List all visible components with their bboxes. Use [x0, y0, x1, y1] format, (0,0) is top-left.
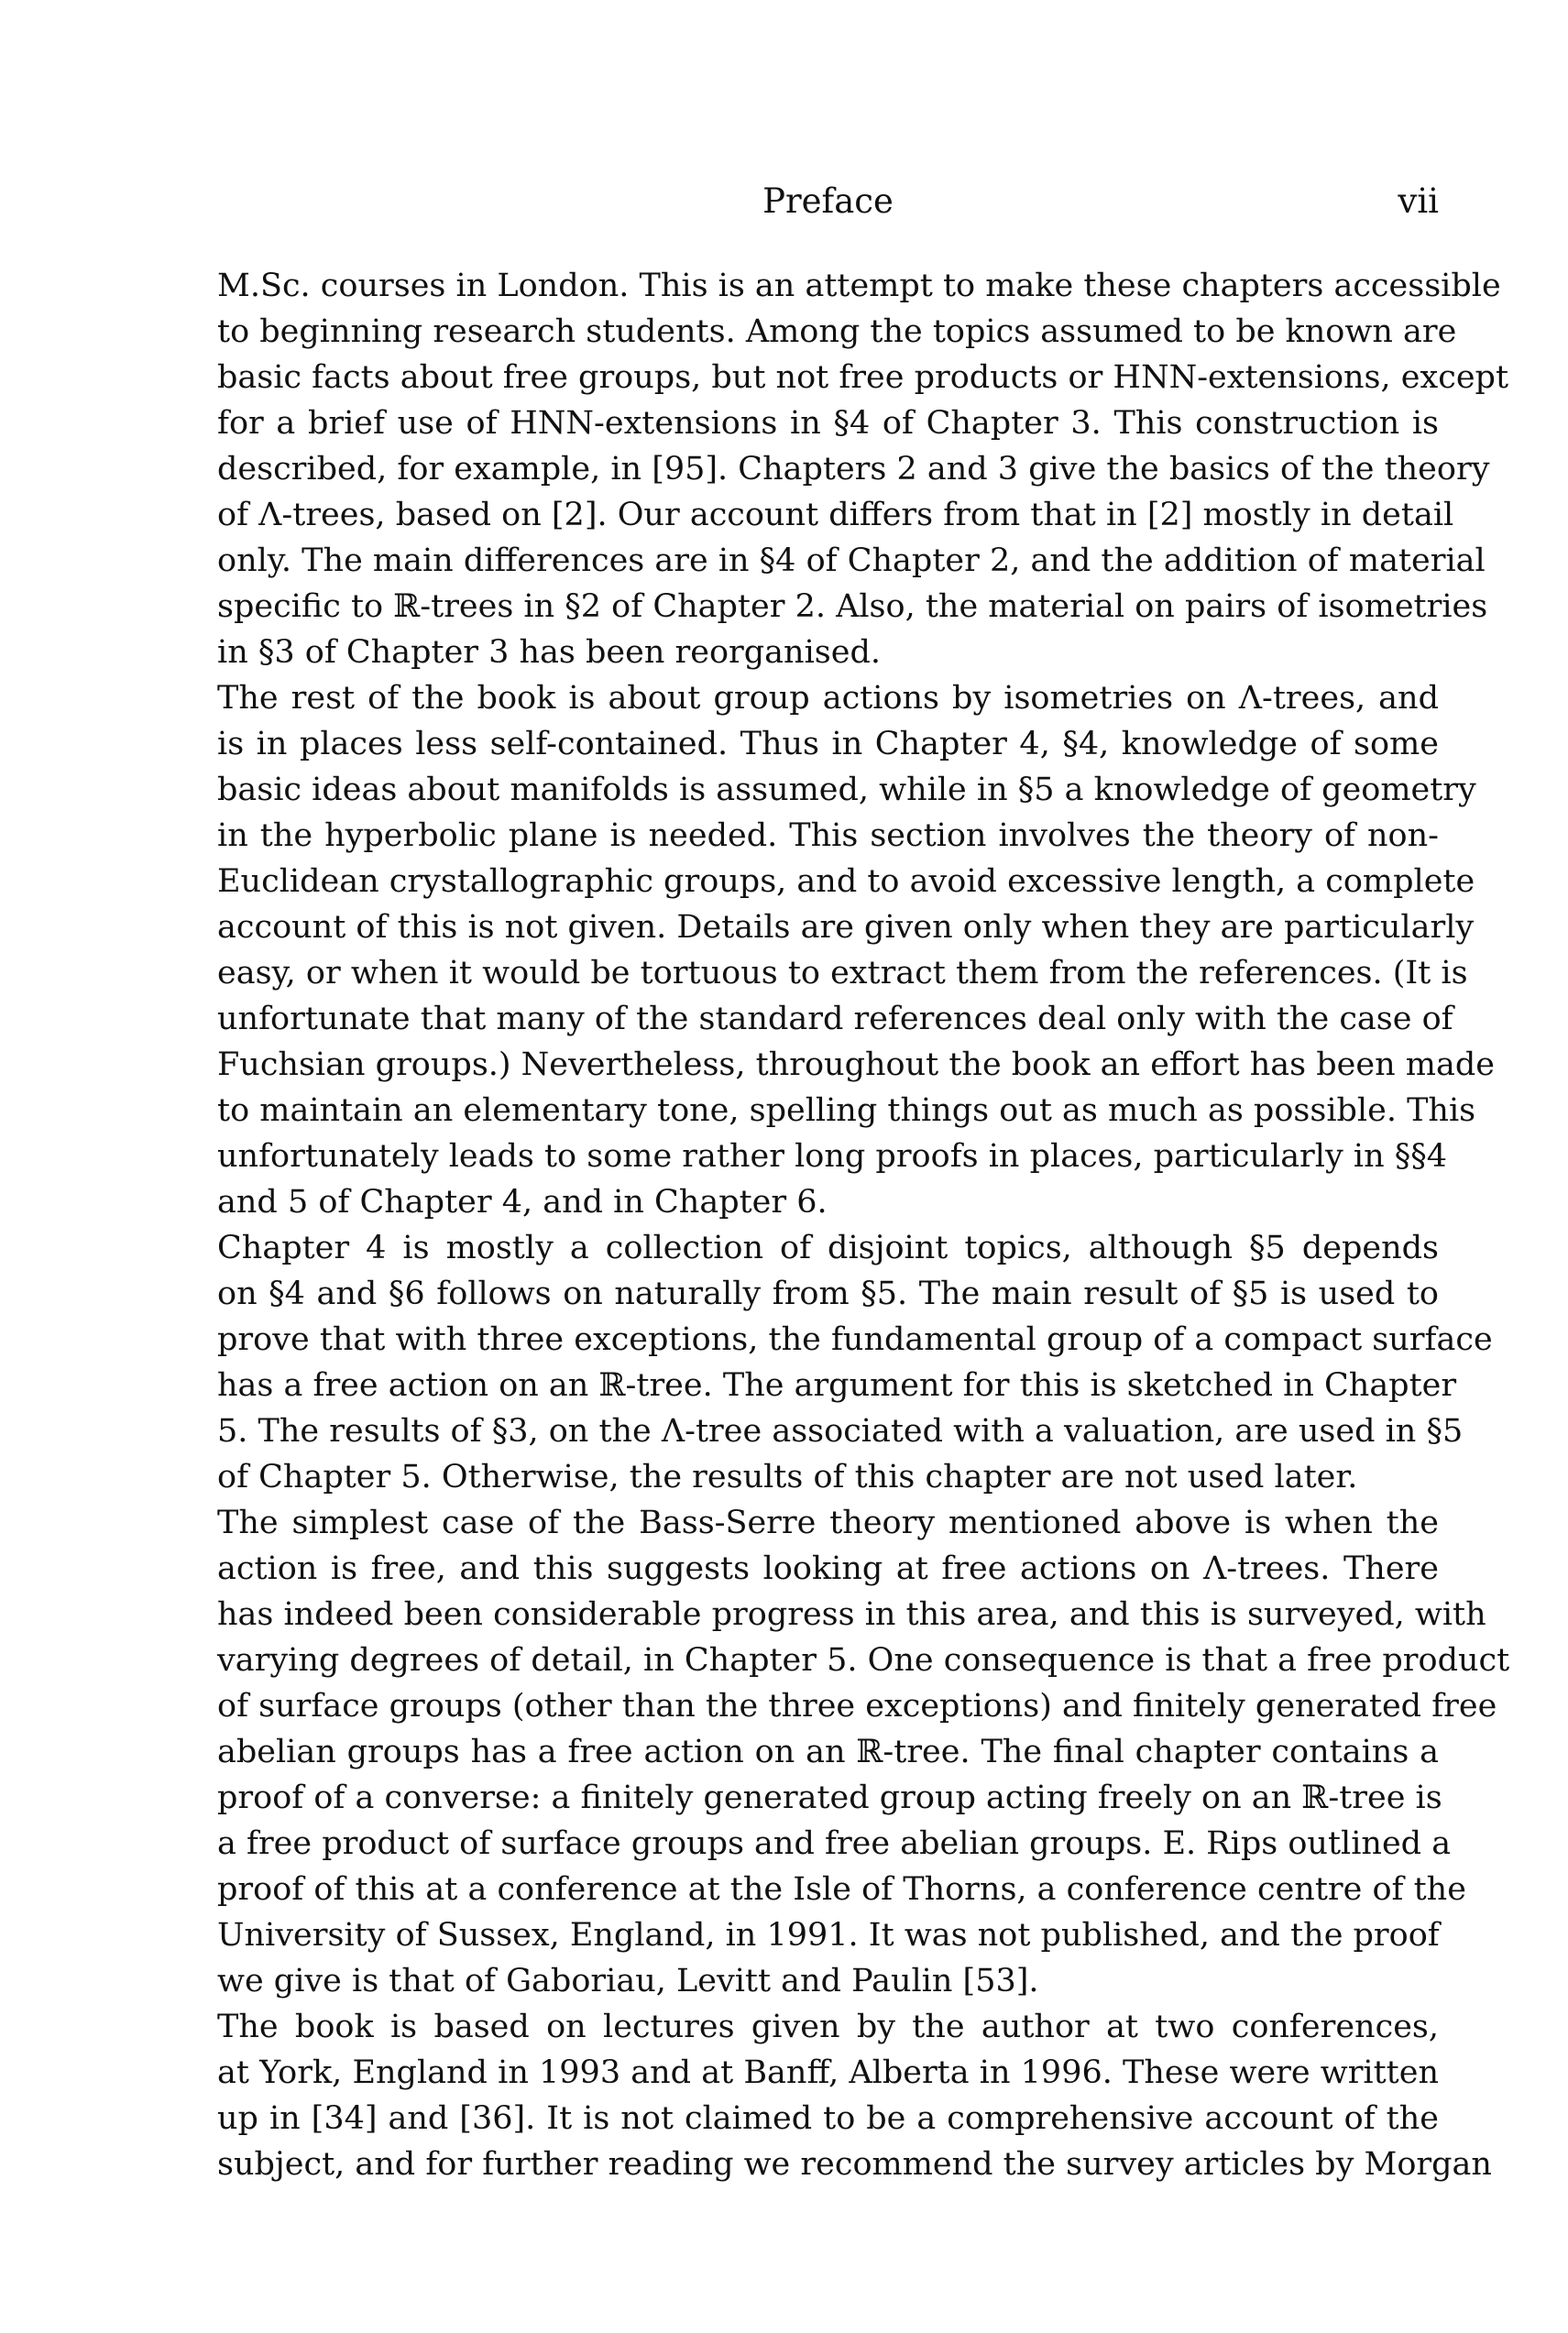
text-line: Fuchsian groups.) Nevertheless, throughout the book an effort has been made	[217, 1046, 1495, 1083]
text-line: The book is based on lectures given by the author at two conferences,	[217, 2009, 1439, 2045]
text-line: of Λ-trees, based on [2]. Our account differs from that in [2] mostly in detail	[217, 497, 1454, 533]
text-line: to maintain an elementary tone, spelling things out as much as possible. This	[217, 1092, 1476, 1129]
text-line: University of Sussex, England, in 1991. It was not published, and the proof	[217, 1917, 1440, 1954]
text-line: described, for example, in [95]. Chapters 2 and 3 give the basics of the theory	[217, 451, 1490, 487]
text-line: The simplest case of the Bass-Serre theory mentioned above is when the	[217, 1505, 1439, 1541]
text-line: proof of this at a conference at the Isle of Thorns, a conference centre of the	[217, 1871, 1466, 1908]
text-line: varying degrees of detail, in Chapter 5. One consequence is that a free product	[217, 1642, 1510, 1679]
text-line: a free product of surface groups and free abelian groups. E. Rips outlined a	[217, 1825, 1452, 1862]
text-line: only. The main differences are in §4 of Chapter 2, and the addition of material	[217, 542, 1486, 579]
text-line: basic facts about free groups, but not free products or HNN-extensions, except	[217, 359, 1509, 396]
text-line: prove that with three exceptions, the fundamental group of a compact surface	[217, 1321, 1493, 1358]
preface-body	[217, 263, 1510, 2187]
running-head	[217, 178, 1439, 225]
text-line: action is free, and this suggests looking at free actions on Λ-trees. There	[217, 1550, 1439, 1587]
running-title: Preface	[762, 181, 894, 221]
text-line: up in [34] and [36]. It is not claimed to be a comprehensive account of the	[217, 2100, 1439, 2137]
text-line: has indeed been considerable progress in this area, and this is surveyed, with	[217, 1596, 1486, 1633]
text-line: subject, and for further reading we recommend the survey articles by Morgan	[217, 2146, 1492, 2183]
text-line: abelian groups has a free action on an ℝ-tree. The final chapter contains a	[217, 1734, 1439, 1770]
text-line: of surface groups (other than the three exceptions) and finitely generated free	[217, 1688, 1497, 1725]
text-line: 5. The results of §3, on the Λ-tree associated with a valuation, are used in §5	[217, 1413, 1464, 1450]
text-line: on §4 and §6 follows on naturally from §5. The main result of §5 is used to	[217, 1276, 1439, 1312]
text-line: easy, or when it would be tortuous to extract them from the references. (It is	[217, 955, 1468, 991]
text-line: for a brief use of HNN-extensions in §4 of Chapter 3. This construction is	[217, 405, 1439, 442]
text-line: in the hyperbolic plane is needed. This section involves the theory of non-	[217, 817, 1439, 854]
text-line: M.Sc. courses in London. This is an attempt to make these chapters accessible	[217, 268, 1501, 304]
text-line: Chapter 4 is mostly a collection of disjoint topics, although §5 depends	[217, 1230, 1439, 1266]
text-line: has a free action on an ℝ-tree. The argument for this is sketched in Chapter	[217, 1367, 1457, 1404]
text-line: The rest of the book is about group actions by isometries on Λ-trees, and	[217, 680, 1439, 717]
text-line: account of this is not given. Details are given only when they are particularly	[217, 909, 1475, 946]
text-line: at York, England in 1993 and at Banff, Alberta in 1996. These were written	[217, 2054, 1439, 2091]
text-line: unfortunately leads to some rather long proofs in places, particularly in §§4	[217, 1138, 1448, 1175]
text-line: specific to ℝ-trees in §2 of Chapter 2. Also, the material on pairs of isometries	[217, 588, 1488, 625]
text-line: to beginning research students. Among the topics assumed to be known are	[217, 313, 1457, 350]
text-line: we give is that of Gaboriau, Levitt and Paulin [53].	[217, 1963, 1039, 1999]
text-line: unfortunate that many of the standard references deal only with the case of	[217, 1001, 1453, 1037]
text-line: of Chapter 5. Otherwise, the results of this chapter are not used later.	[217, 1459, 1358, 1495]
text-line: in §3 of Chapter 3 has been reorganised.	[217, 634, 881, 671]
text-line: Euclidean crystallographic groups, and to avoid excessive length, a complete	[217, 863, 1475, 900]
text-line: basic ideas about manifolds is assumed, while in §5 a knowledge of geometry	[217, 772, 1476, 808]
text-line: proof of a converse: a finitely generated group acting freely on an ℝ-tree is	[217, 1780, 1442, 1816]
page-number: vii	[1398, 181, 1439, 221]
text-line: is in places less self-contained. Thus in Chapter 4, §4, knowledge of some	[217, 726, 1439, 762]
text-line: and 5 of Chapter 4, and in Chapter 6.	[217, 1184, 828, 1221]
